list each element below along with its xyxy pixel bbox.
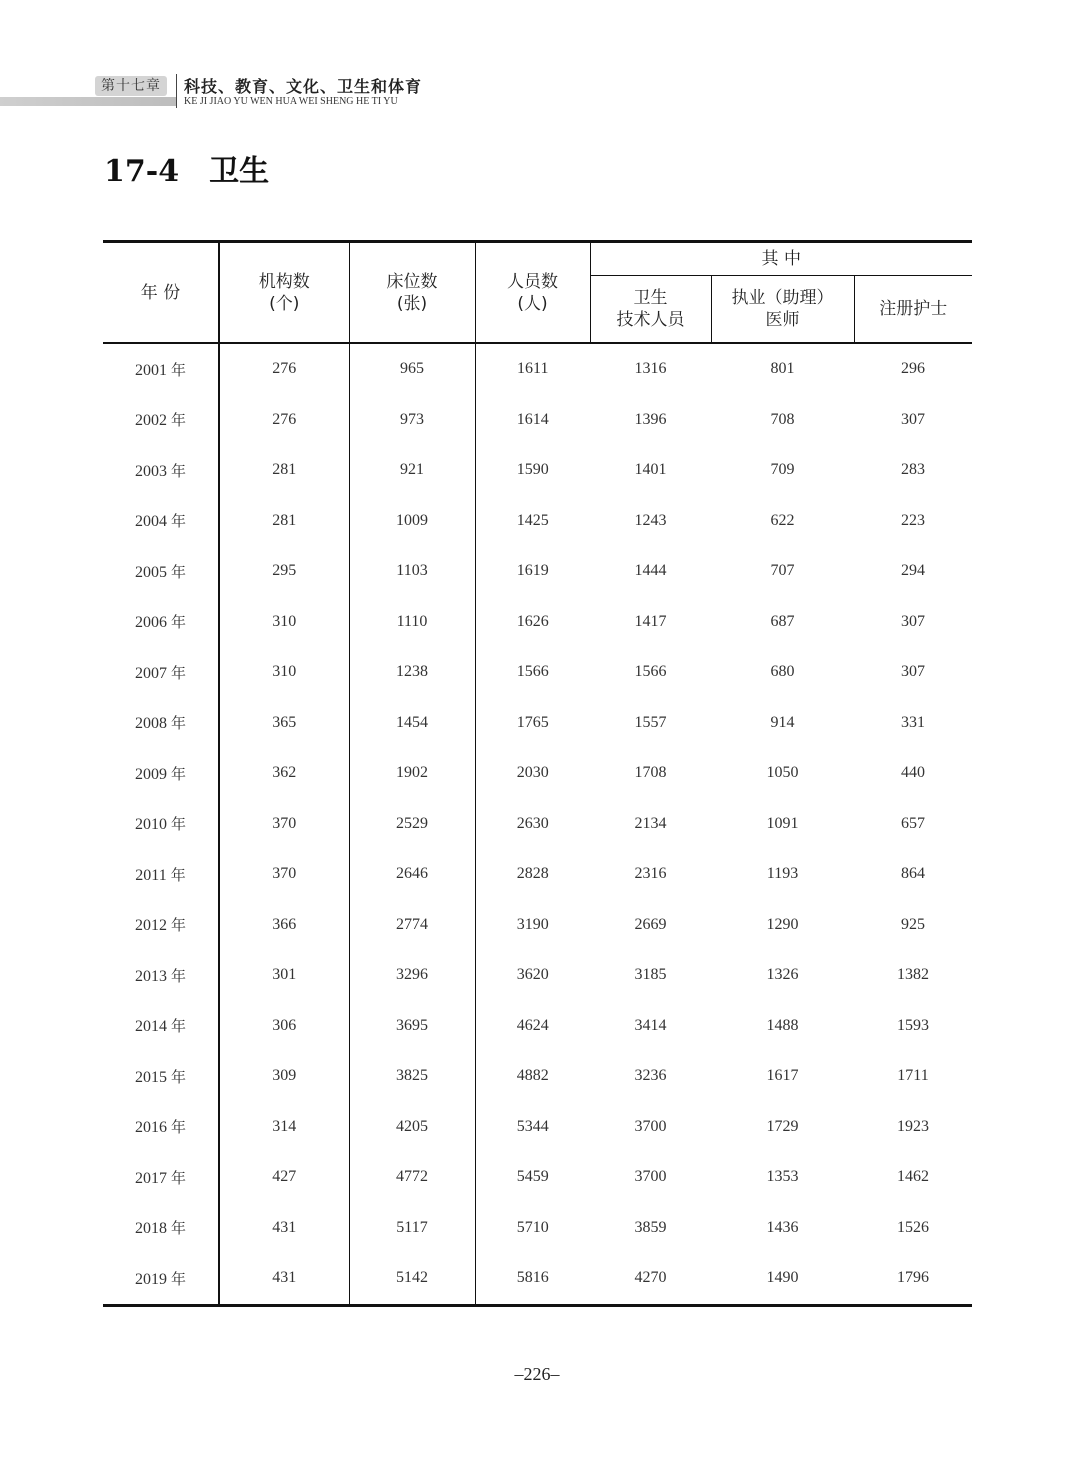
nurses-cell: 1526	[897, 1218, 929, 1236]
table-row	[103, 748, 972, 799]
header-decor-bar	[0, 97, 176, 106]
nurses-cell: 307	[901, 663, 925, 681]
year-cell: 2004 年	[103, 496, 219, 547]
table-row	[103, 1253, 972, 1305]
personnel-cell: 3190	[516, 915, 549, 933]
health-tech-cell: 4270	[590, 1253, 711, 1305]
page-number: –226–	[514, 1364, 560, 1384]
year-cell: 2006 年	[103, 597, 219, 648]
health-tech-cell: 2316	[634, 865, 667, 883]
table-row	[103, 900, 972, 951]
institutions-cell: 309	[219, 1051, 349, 1102]
beds-cell: 5142	[349, 1253, 475, 1305]
beds-cell: 3695	[349, 1001, 475, 1052]
health-statistics-table	[103, 240, 972, 1307]
personnel-cell: 1590	[516, 461, 549, 479]
year-cell: 2016 年	[103, 1102, 219, 1153]
chapter-pinyin: KE JI JIAO YU WEN HUA WEI SHENG HE TI YU	[184, 96, 398, 107]
header-health-tech: 卫生 技术人员	[590, 276, 711, 344]
doctors-cell: 1729	[766, 1117, 799, 1135]
section-title: 17-4 卫生	[104, 154, 270, 189]
health-tech-cell: 1243	[634, 511, 667, 529]
table-header	[103, 242, 972, 344]
doctors-cell: 1436	[766, 1218, 799, 1236]
header-among: 其 中	[590, 242, 972, 276]
beds-cell: 5117	[349, 1203, 475, 1254]
nurses-cell: 925	[901, 915, 925, 933]
health-tech-cell: 1396	[634, 410, 667, 428]
doctors-cell: 801	[770, 360, 795, 378]
personnel-cell: 1619	[516, 562, 549, 580]
institutions-cell: 362	[219, 748, 349, 799]
beds-cell: 3825	[349, 1051, 475, 1102]
institutions-cell: 370	[219, 799, 349, 850]
table-row	[103, 597, 972, 648]
chapter-badge: 第十七章	[95, 76, 167, 96]
header-institutions: 机构数 (个)	[219, 242, 349, 344]
beds-cell: 1902	[349, 748, 475, 799]
health-tech-cell: 1401	[634, 461, 667, 479]
doctors-cell: 709	[770, 461, 795, 479]
institutions-cell: 295	[219, 546, 349, 597]
beds-cell: 973	[349, 395, 475, 446]
table-row	[103, 1051, 972, 1102]
personnel-cell: 1614	[516, 410, 549, 428]
year-cell: 2003 年	[103, 445, 219, 496]
year-cell: 2010 年	[103, 799, 219, 850]
table-body	[103, 343, 972, 1305]
page-header	[0, 0, 1074, 120]
doctors-cell: 622	[770, 511, 795, 529]
institutions-cell: 314	[219, 1102, 349, 1153]
nurses-cell: 657	[901, 814, 925, 832]
table-row	[103, 950, 972, 1001]
doctors-cell: 1091	[766, 814, 799, 832]
personnel-cell: 5816	[475, 1253, 590, 1305]
institutions-cell: 276	[219, 343, 349, 395]
health-tech-cell: 1417	[634, 612, 667, 630]
year-cell: 2009 年	[103, 748, 219, 799]
nurses-cell: 440	[901, 764, 925, 782]
table-row	[103, 1152, 972, 1203]
beds-cell: 3296	[349, 950, 475, 1001]
year-cell: 2001 年	[103, 343, 219, 395]
health-tech-cell: 3859	[634, 1218, 667, 1236]
nurses-cell: 1711	[897, 1067, 929, 1085]
header-year: 年 份	[103, 242, 219, 344]
beds-cell: 2774	[349, 900, 475, 951]
personnel-cell: 1765	[516, 713, 549, 731]
year-cell: 2007 年	[103, 647, 219, 698]
header-nurses: 注册护士	[854, 276, 972, 344]
beds-cell: 1238	[349, 647, 475, 698]
personnel-cell: 4624	[516, 1016, 549, 1034]
health-tech-cell: 2669	[634, 915, 667, 933]
header-divider	[176, 74, 177, 108]
nurses-cell: 331	[901, 713, 925, 731]
header-doctors: 执业（助理） 医师	[711, 276, 854, 344]
health-tech-cell: 2134	[634, 814, 667, 832]
doctors-cell: 1193	[766, 865, 799, 883]
nurses-cell: 1593	[897, 1016, 929, 1034]
nurses-cell: 296	[901, 360, 925, 378]
institutions-cell: 366	[219, 900, 349, 951]
health-tech-cell: 1566	[634, 663, 667, 681]
nurses-cell: 864	[901, 865, 925, 883]
year-cell: 2014 年	[103, 1001, 219, 1052]
doctors-cell: 687	[770, 612, 795, 630]
doctors-cell: 914	[770, 713, 795, 731]
institutions-cell: 431	[219, 1203, 349, 1254]
year-cell: 2015 年	[103, 1051, 219, 1102]
nurses-cell: 307	[901, 410, 925, 428]
institutions-cell: 310	[219, 647, 349, 698]
nurses-cell: 1382	[897, 966, 929, 984]
health-tech-cell: 3700	[634, 1117, 667, 1135]
institutions-cell: 281	[219, 496, 349, 547]
doctors-cell: 1290	[766, 915, 799, 933]
year-cell: 2005 年	[103, 546, 219, 597]
beds-cell: 1009	[349, 496, 475, 547]
nurses-cell: 283	[901, 461, 925, 479]
institutions-cell: 365	[219, 698, 349, 749]
table-row	[103, 496, 972, 547]
year-cell: 2017 年	[103, 1152, 219, 1203]
personnel-cell: 1566	[516, 663, 549, 681]
year-cell: 2002 年	[103, 395, 219, 446]
beds-cell: 1103	[349, 546, 475, 597]
beds-cell: 921	[349, 445, 475, 496]
beds-cell: 4205	[349, 1102, 475, 1153]
personnel-cell: 1611	[517, 360, 549, 378]
nurses-cell: 307	[901, 612, 925, 630]
beds-cell: 2529	[349, 799, 475, 850]
doctors-cell: 1326	[766, 966, 799, 984]
nurses-cell: 294	[901, 562, 925, 580]
health-tech-cell: 3700	[634, 1168, 667, 1186]
chapter-title: 科技、教育、文化、卫生和体育	[184, 77, 423, 96]
personnel-cell: 2630	[516, 814, 549, 832]
table-row	[103, 849, 972, 900]
year-cell: 2008 年	[103, 698, 219, 749]
table-row	[103, 799, 972, 850]
institutions-cell: 427	[219, 1152, 349, 1203]
institutions-cell: 306	[219, 1001, 349, 1052]
table-row	[103, 1001, 972, 1052]
table-row	[103, 395, 972, 446]
personnel-cell: 3620	[516, 966, 549, 984]
personnel-cell: 5344	[516, 1117, 549, 1135]
year-cell: 2011 年	[103, 849, 219, 900]
doctors-cell: 1050	[766, 764, 799, 782]
health-tech-cell: 1316	[634, 360, 667, 378]
institutions-cell: 281	[219, 445, 349, 496]
header-beds: 床位数 (张)	[349, 242, 475, 344]
table-row	[103, 546, 972, 597]
table-row	[103, 1203, 972, 1254]
year-cell: 2013 年	[103, 950, 219, 1001]
beds-cell: 4772	[349, 1152, 475, 1203]
doctors-cell: 680	[770, 663, 795, 681]
beds-cell: 1454	[349, 698, 475, 749]
year-cell: 2012 年	[103, 900, 219, 951]
health-tech-cell: 1557	[634, 713, 667, 731]
personnel-cell: 5459	[516, 1168, 549, 1186]
institutions-cell: 276	[219, 395, 349, 446]
beds-cell: 1110	[349, 597, 475, 648]
table-row	[103, 1102, 972, 1153]
health-tech-cell: 3414	[634, 1016, 667, 1034]
year-cell: 2019 年	[103, 1253, 219, 1305]
institutions-cell: 370	[219, 849, 349, 900]
personnel-cell: 1626	[516, 612, 549, 630]
doctors-cell: 1490	[711, 1253, 854, 1305]
nurses-cell: 223	[901, 511, 925, 529]
beds-cell: 965	[349, 343, 475, 395]
doctors-cell: 1353	[766, 1168, 799, 1186]
institutions-cell: 310	[219, 597, 349, 648]
table-row	[103, 647, 972, 698]
personnel-cell: 2030	[516, 764, 549, 782]
nurses-cell: 1796	[854, 1253, 972, 1305]
health-tech-cell: 1708	[634, 764, 667, 782]
beds-cell: 2646	[349, 849, 475, 900]
health-tech-cell: 3236	[634, 1067, 667, 1085]
nurses-cell: 1923	[897, 1117, 929, 1135]
health-tech-cell: 3185	[634, 966, 667, 984]
doctors-cell: 708	[770, 410, 795, 428]
nurses-cell: 1462	[897, 1168, 929, 1186]
doctors-cell: 1488	[766, 1016, 799, 1034]
table-row	[103, 445, 972, 496]
doctors-cell: 1617	[766, 1067, 799, 1085]
institutions-cell: 431	[219, 1253, 349, 1305]
table-row	[103, 343, 972, 395]
year-cell: 2018 年	[103, 1203, 219, 1254]
personnel-cell: 1425	[516, 511, 549, 529]
table-row	[103, 698, 972, 749]
personnel-cell: 5710	[516, 1218, 549, 1236]
personnel-cell: 2828	[516, 865, 549, 883]
header-personnel: 人员数 (人)	[475, 242, 590, 344]
institutions-cell: 301	[219, 950, 349, 1001]
personnel-cell: 4882	[516, 1067, 549, 1085]
doctors-cell: 707	[770, 562, 795, 580]
health-tech-cell: 1444	[634, 562, 667, 580]
